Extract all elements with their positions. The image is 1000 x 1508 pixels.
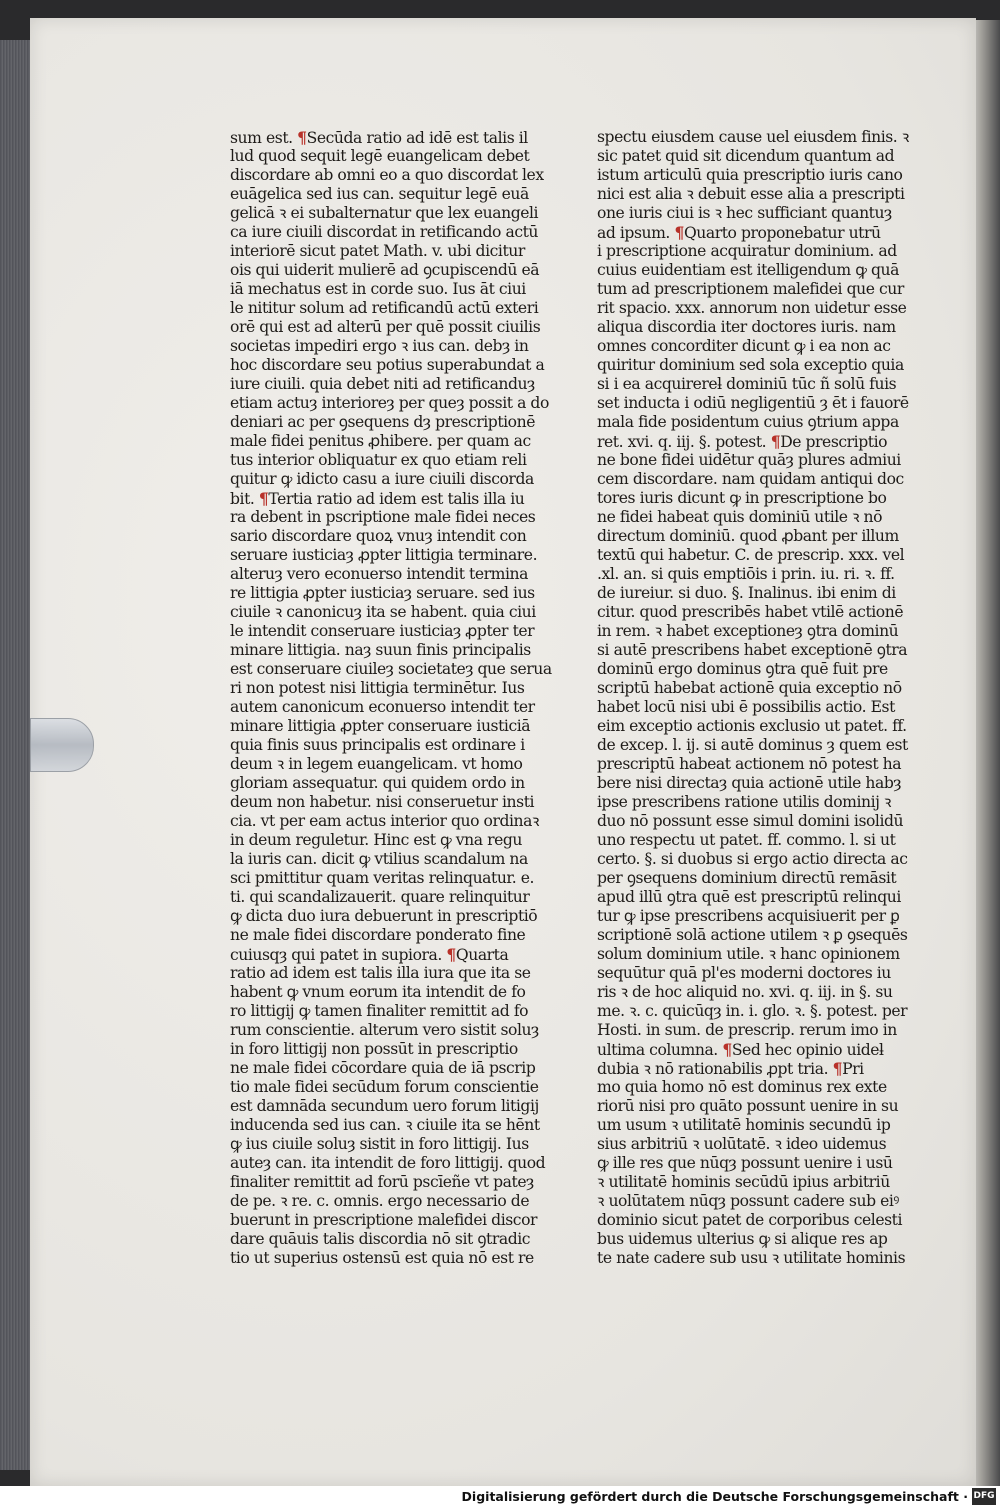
text-line: autem canonicum econuerso intendit ter — [230, 698, 535, 716]
text-line: alteruȝ vero econuerso intendit termina — [230, 565, 528, 583]
text-line: ri non potest nisi littigia terminētur. Ius — [230, 679, 525, 697]
text-line: istum articulū quia prescriptio iuris cano — [597, 166, 903, 184]
text-line: tur ꝙ ipse prescribens acquisiuerit per ꝑ — [597, 907, 900, 925]
text-line: le intendit conseruare iusticiaȝ ꝓpter ter — [230, 622, 535, 640]
text-line: omnes concorditer dicunt ꝙ i ea non ac — [597, 337, 891, 355]
rubric-mark: ¶ — [258, 489, 269, 508]
text-line: sius arbitriū ꝛ uolūtatē. ꝛ ideo uidemus — [597, 1135, 887, 1153]
text-line: ti. qui scandalizauerit. quare relinquitur — [230, 888, 530, 906]
text-line: dominio sicut patet de corporibus celesti — [597, 1211, 903, 1229]
text-line: in deum reguletur. Hinc est ꝙ vna regu — [230, 831, 523, 849]
text-line: mo quia homo nō est dominus rex exte — [597, 1078, 887, 1096]
text-line: habet locū nisi ubi ē possibilis actio. Est — [597, 698, 895, 716]
text-line: deniari ac per ꝯsequens dȝ prescriptionē — [230, 413, 535, 431]
text-line: um usum ꝛ utilitatē hominis secundū ip — [597, 1116, 891, 1134]
text-line: de excep. l. ij. si autē dominus ȝ quem est — [597, 736, 908, 754]
text-line: dubia ꝛ nō rationabilis ꝓpt tria. ¶Pri — [597, 1059, 864, 1078]
text-line: sum est. ¶Secūda ratio ad idē est talis il — [230, 128, 528, 147]
text-line: ꝙ dicta duo iura debuerunt in prescriptiō — [230, 907, 538, 925]
text-line: discordare ab omni eo a quo discordat lex — [230, 166, 544, 184]
text-line: ciuile ꝛ canonicuȝ ita se habent. quia ciui — [230, 603, 536, 621]
text-line: directum dominiū. quod ꝓbant per illum — [597, 527, 899, 545]
text-line: rit spacio. xxx. annorum non uidetur esse — [597, 299, 907, 317]
text-line: gloriam assequatur. qui quidem ordo in — [230, 774, 525, 792]
text-line: sci pmittitur quam veritas relinquatur. e. — [230, 869, 535, 887]
text-line: quitur ꝙ idicto casu a iure ciuili discorda — [230, 470, 534, 488]
text-line: tores iuris dicunt ꝙ in prescriptione bo — [597, 489, 887, 507]
text-line: deum ꝛ in legem euangelicam. vt homo — [230, 755, 523, 773]
text-line: sic patet quid sit dicendum quantum ad — [597, 147, 895, 165]
text-line: buerunt in prescriptione malefidei discor — [230, 1211, 538, 1229]
text-line: minare littigia ꝓpter conseruare iusticiā — [230, 717, 531, 735]
text-line: one iuris ciui is ꝛ hec sufficiant quantuȝ — [597, 204, 892, 222]
text-line: ꝛ uolūtatem nūqȝ possunt cadere sub eiꝰ — [597, 1192, 899, 1210]
text-line: ꝛ utilitatē hominis secūdū ipius arbitriū — [597, 1173, 890, 1191]
text-line: cuiusqȝ qui patet in supiora. ¶Quarta — [230, 945, 509, 964]
text-line: ois qui uiderit mulierē ad ꝯcupiscendū eā — [230, 261, 540, 279]
book-binding-right — [972, 20, 1000, 1490]
text-line: aliqua discordia iter doctores iuris. nam — [597, 318, 896, 336]
text-line: dominū ergo dominus ꝯtra quē fuit pre — [597, 660, 888, 678]
text-line: bit. ¶Tertia ratio ad idem est talis illa iu — [230, 489, 525, 508]
text-line: iā mechatus est in corde suo. Ius āt ciui — [230, 280, 526, 298]
text-line: la iuris can. dicit ꝙ vtilius scandalum na — [230, 850, 528, 868]
text-line: iure ciuili. quia debet niti ad retificanduȝ — [230, 375, 535, 393]
text-line: cia. vt per eam actus interior quo ordinaꝛ — [230, 812, 539, 830]
text-line: est conseruare ciuileȝ societateȝ que serua — [230, 660, 552, 678]
text-line: tum ad prescriptionem malefidei que cur — [597, 280, 904, 298]
text-line: quia finis suus principalis est ordinare i — [230, 736, 525, 754]
text-line: auteȝ can. ita intendit de foro littigij. quod — [230, 1154, 546, 1172]
text-line: ne male fidei cōcordare quia de iā pscrip — [230, 1059, 536, 1077]
text-line: de pe. ꝛ re. c. omnis. ergo necessario de — [230, 1192, 530, 1210]
text-line: finaliter remittit ad forū pscīeñe vt pateȝ — [230, 1173, 534, 1191]
text-line: tus interior obliquatur ex quo etiam reli — [230, 451, 527, 469]
text-line: textū qui habetur. C. de prescrip. xxx. vel — [597, 546, 905, 564]
rubric-mark: ¶ — [674, 223, 684, 242]
text-line: ultima columna. ¶Sed hec opinio uideƚ — [597, 1040, 884, 1059]
text-line: in foro littigij non possūt in prescriptio — [230, 1040, 518, 1058]
text-line: gelicā ꝛ ei subalternatur que lex euangeli — [230, 204, 539, 222]
text-line: ꝙ ius ciuile soluȝ sistit in foro littigij. Ius — [230, 1135, 529, 1153]
text-line: male fidei penitus ꝓhibere. per quam ac — [230, 432, 531, 450]
text-line: tio male fidei secūdum forum conscientie — [230, 1078, 539, 1096]
text-line: ris ꝛ de hoc aliquid no. xvi. q. iij. in §. su — [597, 983, 893, 1001]
text-line: nici est alia ꝛ debuit esse alia a prescripti — [597, 185, 905, 203]
text-line: citur. quod prescribēs habet vtilē actionē — [597, 603, 904, 621]
text-line: re littigia ꝓpter iusticiaȝ seruare. sed ius — [230, 584, 535, 602]
text-line: euāgelica sed ius can. sequitur legē euā — [230, 185, 529, 203]
text-line: rum conscientie. alterum vero sistit soluȝ — [230, 1021, 539, 1039]
text-line: in rem. ꝛ habet exceptioneȝ ꝯtra dominū — [597, 622, 899, 640]
text-line: solum dominium utile. ꝛ hanc opinionem — [597, 945, 900, 963]
text-line: spectu eiusdem cause uel eiusdem finis. ꝛ — [597, 128, 909, 146]
rubric-mark: ¶ — [832, 1059, 843, 1078]
dfg-logo-icon: DFG — [972, 1488, 996, 1505]
text-line: eim exceptio actionis exclusio ut patet. ff. — [597, 717, 907, 735]
text-line: uno respectu ut patet. ff. commo. l. si ut — [597, 831, 896, 849]
text-line: mala fide posidentum cuius ꝯtrium appa — [597, 413, 899, 431]
text-line: interiorē sicut patet Math. v. ubi dicitur — [230, 242, 525, 260]
text-line: scriptū habebat actionē quia exceptio nō — [597, 679, 902, 697]
footer-bar — [0, 1486, 1000, 1508]
text-line: me. ꝛ. c. quicūqȝ in. i. glo. ꝛ. §. potest. per — [597, 1002, 908, 1020]
text-line: cem discordare. nam quidam antiqui doc — [597, 470, 904, 488]
text-line: .xl. an. si quis emptiōis i prin. iu. ri. ꝛ. ff. — [597, 565, 895, 583]
rubric-mark: ¶ — [770, 432, 781, 451]
text-line: tio ut superius ostensū est quia nō est re — [230, 1249, 534, 1267]
text-line: ra debent in pscriptione male fidei neces — [230, 508, 536, 526]
text-line: seruare iusticiaȝ ꝓpter littigia terminare. — [230, 546, 538, 564]
text-line: est damnāda secundum uero forum litigij — [230, 1097, 539, 1115]
text-line: ad ipsum. ¶Quarto proponebatur utrū — [597, 223, 881, 242]
text-line: ipse prescribens ratione utilis dominij ꝛ — [597, 793, 891, 811]
text-line: per ꝯsequens dominium directū remāsit — [597, 869, 897, 887]
text-line: si i ea acquirereƚ dominiū tūc ñ solū fuis — [597, 375, 897, 393]
text-line: i prescriptione acquiratur dominium. ad — [597, 242, 897, 260]
text-line: ca iure ciuili discordat in retificando actū — [230, 223, 539, 241]
rubric-mark: ¶ — [297, 128, 307, 147]
text-line: ne bone fidei uidētur quāȝ plures admiui — [597, 451, 901, 469]
text-line: de iureiur. si duo. §. Inalinus. ibi enim di — [597, 584, 896, 602]
text-line: bere nisi directaȝ quia actionē utile habȝ — [597, 774, 902, 792]
text-line: set inducta i odiū negligentiū ȝ ēt i fauorē — [597, 394, 909, 412]
text-line: ne fidei habeat quis dominiū utile ꝛ nō — [597, 508, 883, 526]
text-line: certo. §. si duobus si ergo actio directa ac — [597, 850, 908, 868]
text-line: dare quāuis talis discordia nō sit ꝯtradic — [230, 1230, 531, 1248]
text-column-left — [230, 128, 552, 1268]
text-line: ret. xvi. q. iij. §. potest. ¶De prescriptio — [597, 432, 888, 451]
text-line: duo nō possunt esse simul domini isolidū — [597, 812, 904, 830]
text-line: hoc discordare seu potius superabundat a — [230, 356, 545, 374]
text-line: cuius euidentiam est itelligendum ꝙ quā — [597, 261, 899, 279]
footer-credit: Digitalisierung gefördert durch die Deutsche Forschungsgemeinschaft · — [461, 1489, 968, 1504]
text-line: Hosti. in sum. de prescrip. rerum imo in — [597, 1021, 897, 1039]
book-page-edges-left — [0, 40, 30, 1470]
text-line: deum non habetur. nisi conseruetur insti — [230, 793, 535, 811]
rubric-mark: ¶ — [446, 945, 456, 964]
text-line: te nate cadere sub usu ꝛ utilitate hominis — [597, 1249, 906, 1267]
page-clip — [30, 718, 94, 772]
text-line: prescriptū habeat actionem nō potest ha — [597, 755, 902, 773]
text-line: scriptionē solā actione utilem ꝛ ꝑ ꝯsequēs — [597, 926, 908, 944]
text-line: orē qui est ad alterū per quē possit ciuilis — [230, 318, 541, 336]
text-line: societas impediri ergo ꝛ ius can. debȝ in — [230, 337, 529, 355]
text-line: riorū nisi pro quāto possunt uenire in su — [597, 1097, 899, 1115]
text-line: habent ꝙ vnum eorum ita intendit de fo — [230, 983, 526, 1001]
text-line: apud illū ꝯtra quē est prescriptū relinqui — [597, 888, 901, 906]
text-line: si autē prescribens habet exceptionē ꝯtra — [597, 641, 908, 659]
text-line: sequūtur quā pl'es moderni doctores iu — [597, 964, 891, 982]
text-line: quiritur dominium sed sola exceptio quia — [597, 356, 904, 374]
text-line: ne male fidei discordare ponderato fine — [230, 926, 526, 944]
text-line: le nititur solum ad retificandū actū exteri — [230, 299, 539, 317]
text-line: ro littigij ꝙ tamen finaliter remittit ad fo — [230, 1002, 529, 1020]
text-line: sario discordare quoꝝ vnuȝ intendit con — [230, 527, 527, 545]
text-line: ratio ad idem est talis illa iura que ita se — [230, 964, 531, 982]
text-line: bus uidemus ulterius ꝙ si alique res ap — [597, 1230, 888, 1248]
rubric-mark: ¶ — [722, 1040, 732, 1059]
text-line: minare littigia. naȝ suun finis principalis — [230, 641, 531, 659]
text-line: ꝙ ille res que nūqȝ possunt uenire i usū — [597, 1154, 893, 1172]
text-line: etiam actuȝ interioreȝ per queȝ possit a do — [230, 394, 549, 412]
text-line: lud quod sequit legē euangelicam debet — [230, 147, 530, 165]
text-column-right — [597, 128, 909, 1268]
text-line: inducenda sed ius can. ꝛ ciuile ita se hēnt — [230, 1116, 540, 1134]
